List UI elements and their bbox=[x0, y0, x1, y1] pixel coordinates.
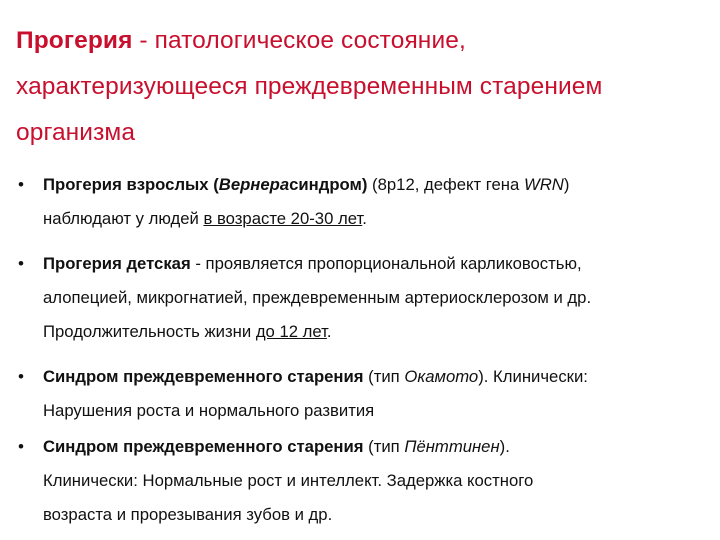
item2-line3-post: . bbox=[326, 322, 332, 341]
item4-italic: Пёнттинен bbox=[404, 437, 500, 456]
title-line3: организма bbox=[16, 119, 136, 146]
item1-bold1: Прогерия взрослых ( bbox=[43, 175, 219, 194]
list-item-text bbox=[43, 430, 708, 532]
item1-gene: WRN bbox=[523, 175, 564, 194]
item1-text2: ) bbox=[563, 175, 570, 194]
list-item-text bbox=[43, 168, 708, 236]
list-item-text bbox=[43, 247, 708, 349]
bullet-icon: • bbox=[18, 437, 24, 456]
list-item-text bbox=[43, 360, 708, 428]
title-rest-line1: - патологическое состояние, bbox=[132, 27, 466, 54]
item3-text2: ). Клинически: bbox=[478, 367, 588, 386]
slide-title bbox=[16, 18, 706, 156]
item4-text2: ). bbox=[499, 437, 510, 456]
item4-line3: возраста и прорезывания зубов и др. bbox=[43, 505, 333, 524]
bullet-icon: • bbox=[18, 367, 24, 386]
title-line2: характеризующееся преждевременным старением bbox=[16, 73, 603, 100]
item1-bold-italic: Вернера bbox=[218, 175, 290, 194]
item3-italic: Окамото bbox=[404, 367, 479, 386]
item1-line2-underlined: в возрасте 20-30 лет bbox=[203, 209, 363, 228]
item2-bold1: Прогерия детская bbox=[43, 254, 191, 273]
item1-text1: (8р12, дефект гена bbox=[367, 175, 524, 194]
item1-line2-post: . bbox=[362, 209, 367, 228]
item2-line2: алопецией, микрогнатией, преждевременным артериосклерозом и др. bbox=[43, 288, 592, 307]
item3-line2: Нарушения роста и нормального развития bbox=[43, 401, 375, 420]
bullet-icon: • bbox=[18, 175, 24, 194]
title-term: Прогерия bbox=[16, 27, 133, 54]
item2-line3-underlined: до 12 лет bbox=[255, 322, 327, 341]
item2-text1: - проявляется пропорциональной карликовостью, bbox=[190, 254, 582, 273]
item1-bold2: синдром) bbox=[289, 175, 368, 194]
item4-bold1: Синдром преждевременного старения bbox=[43, 437, 364, 456]
bullet-icon: • bbox=[18, 254, 24, 273]
item3-bold1: Синдром преждевременного старения bbox=[43, 367, 364, 386]
item4-line2: Клинически: Нормальные рост и интеллект. Задержка костного bbox=[43, 471, 534, 490]
item2-line3-pre: Продолжительность жизни bbox=[43, 322, 256, 341]
item1-line2-pre: наблюдают у людей bbox=[43, 209, 204, 228]
item3-text1: (тип bbox=[363, 367, 405, 386]
item4-text1: (тип bbox=[363, 437, 405, 456]
